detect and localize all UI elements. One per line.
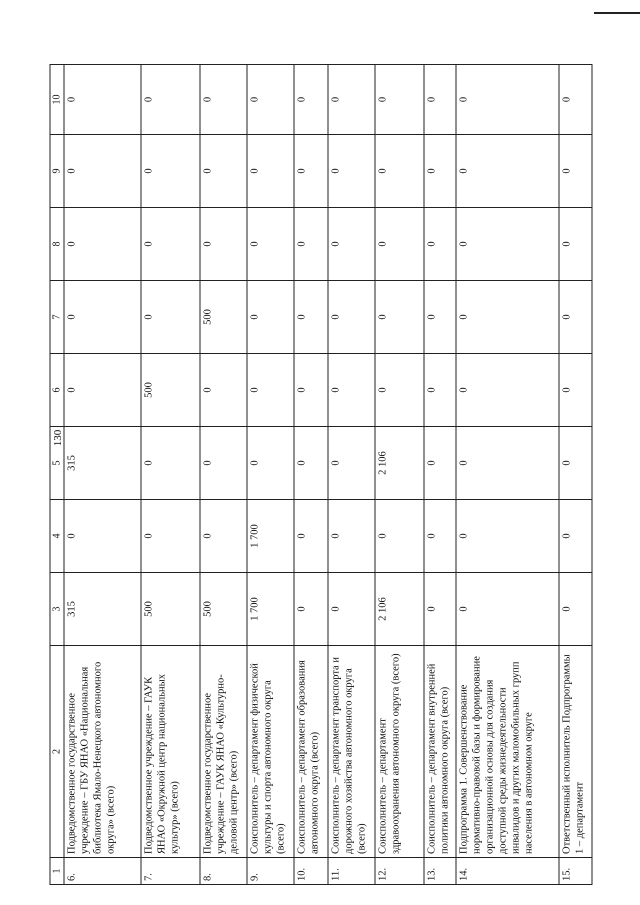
row-index: 9. [247, 858, 295, 885]
value-cell: 0 [375, 208, 424, 281]
value-cell: 0 [456, 65, 559, 135]
value-cell: 0 [424, 573, 456, 646]
header-cell: 8 [50, 208, 64, 281]
row-index: 15. [559, 858, 592, 885]
value-cell: 0 [294, 573, 328, 646]
value-cell: 0 [200, 208, 246, 281]
value-cell: 0 [141, 281, 200, 354]
value-cell: 0 [456, 500, 559, 573]
value-cell: 0 [64, 208, 141, 281]
value-cell: 500 [141, 354, 200, 427]
header-cell: 9 [50, 135, 64, 208]
row-name: Подведомственное государственное учреждение – ГБУ ЯНАО «Национальная библиотека Ямало-Ненецкого автономного округа» (всего) [64, 646, 141, 858]
value-cell: 0 [559, 281, 592, 354]
row-index: 8. [200, 858, 246, 885]
value-cell: 0 [328, 500, 374, 573]
value-cell: 0 [247, 65, 295, 135]
value-cell: 0 [294, 65, 328, 135]
value-cell: 0 [294, 208, 328, 281]
row-name: Ответственный исполнитель Подпрограммы 1 – департамент [559, 646, 592, 858]
corner-mark [594, 12, 640, 14]
value-cell: 0 [247, 427, 295, 500]
header-cell: 6 [50, 354, 64, 427]
value-cell: 0 [328, 65, 374, 135]
row-index: 14. [456, 858, 559, 885]
value-cell: 0 [559, 573, 592, 646]
value-cell: 0 [247, 281, 295, 354]
row-index: 10. [294, 858, 328, 885]
value-cell: 1 700 [247, 500, 295, 573]
value-cell: 0 [424, 281, 456, 354]
value-cell: 0 [247, 208, 295, 281]
value-cell: 0 [559, 208, 592, 281]
row-name: Подведомственное учреждение – ГАУК ЯНАО «Окружной центр национальных культур» (всего) [141, 646, 200, 858]
value-cell: 1 700 [247, 573, 295, 646]
value-cell: 0 [424, 500, 456, 573]
value-cell: 0 [141, 208, 200, 281]
value-cell: 0 [456, 354, 559, 427]
header-cell: 3 [50, 573, 64, 646]
value-cell: 0 [328, 573, 374, 646]
value-cell: 0 [294, 281, 328, 354]
value-cell: 0 [328, 427, 374, 500]
value-cell: 0 [559, 135, 592, 208]
value-cell: 0 [294, 500, 328, 573]
table-row [294, 65, 328, 885]
budget-table [50, 64, 593, 885]
table-row [375, 65, 424, 885]
value-cell: 0 [424, 208, 456, 281]
value-cell: 0 [375, 135, 424, 208]
value-cell: 0 [375, 65, 424, 135]
row-index: 6. [64, 858, 141, 885]
table-row [141, 65, 200, 885]
table-row [64, 65, 141, 885]
value-cell: 0 [200, 427, 246, 500]
header-cell: 2 [50, 646, 64, 858]
row-index: 7. [141, 858, 200, 885]
value-cell: 0 [64, 65, 141, 135]
value-cell: 0 [424, 135, 456, 208]
row-index: 13. [424, 858, 456, 885]
value-cell: 0 [200, 500, 246, 573]
value-cell: 0 [64, 354, 141, 427]
rotated-table-container [50, 65, 593, 885]
value-cell: 0 [456, 427, 559, 500]
value-cell: 0 [559, 500, 592, 573]
value-cell: 0 [64, 281, 141, 354]
value-cell: 0 [456, 281, 559, 354]
value-cell: 0 [328, 281, 374, 354]
header-cell: 7 [50, 281, 64, 354]
row-index: 12. [375, 858, 424, 885]
value-cell: 0 [424, 427, 456, 500]
value-cell: 0 [141, 427, 200, 500]
value-cell: 0 [200, 135, 246, 208]
header-cell: 4 [50, 500, 64, 573]
value-cell: 0 [141, 500, 200, 573]
value-cell: 0 [456, 573, 559, 646]
value-cell: 0 [328, 135, 374, 208]
row-index: 11. [328, 858, 374, 885]
value-cell: 0 [375, 281, 424, 354]
value-cell: 0 [375, 354, 424, 427]
value-cell: 2 106 [375, 427, 424, 500]
value-cell: 0 [141, 65, 200, 135]
value-cell: 0 [247, 354, 295, 427]
value-cell: 315 [64, 573, 141, 646]
row-name: Соисполнитель – департамент физической культуры и спорта автономного округа (всего) [247, 646, 295, 858]
value-cell: 0 [424, 354, 456, 427]
value-cell: 0 [559, 354, 592, 427]
row-name: Соисполнитель – департамент образования автономного округа (всего) [294, 646, 328, 858]
page-number: 130 [52, 429, 64, 447]
value-cell: 500 [200, 573, 246, 646]
value-cell: 0 [559, 65, 592, 135]
value-cell: 0 [64, 135, 141, 208]
value-cell: 0 [375, 500, 424, 573]
value-cell: 0 [294, 427, 328, 500]
value-cell: 0 [294, 354, 328, 427]
row-name: Соисполнитель – департамент транспорта и дорожного хозяйства автономного округа (всего) [328, 646, 374, 858]
value-cell: 500 [141, 573, 200, 646]
value-cell: 0 [294, 135, 328, 208]
value-cell: 0 [559, 427, 592, 500]
value-cell: 500 [200, 281, 246, 354]
value-cell: 0 [328, 208, 374, 281]
table-row [247, 65, 295, 885]
row-name: Соисполнитель – департамент внутренней политики автономного округа (всего) [424, 646, 456, 858]
value-cell: 0 [200, 354, 246, 427]
header-cell: 10 [50, 65, 64, 135]
row-name: Подведомственное государственное учреждение – ГАУК ЯНАО «Культурно-деловой центр» (всего) [200, 646, 246, 858]
header-cell: 1 [50, 858, 64, 885]
value-cell: 0 [64, 500, 141, 573]
table-row [200, 65, 246, 885]
table-row [424, 65, 456, 885]
value-cell: 0 [247, 135, 295, 208]
value-cell: 0 [141, 135, 200, 208]
table-row [559, 65, 592, 885]
header-cell: 5 [50, 427, 64, 500]
row-name: Подпрограмма 1. Совершенствование нормативно-правовой базы и формирование организационной основы для создания доступной среды жизнедеятельности инвалидов и других маломобильных групп населения в автономном округе [456, 646, 559, 858]
table-row [456, 65, 559, 885]
row-name: Соисполнитель – департамент здравоохранения автономного округа (всего) [375, 646, 424, 858]
table-row [328, 65, 374, 885]
value-cell: 0 [424, 65, 456, 135]
value-cell: 2 106 [375, 573, 424, 646]
value-cell: 0 [200, 65, 246, 135]
value-cell: 315 [64, 427, 141, 500]
value-cell: 0 [456, 208, 559, 281]
header-row [50, 65, 64, 885]
value-cell: 0 [456, 135, 559, 208]
value-cell: 0 [328, 354, 374, 427]
